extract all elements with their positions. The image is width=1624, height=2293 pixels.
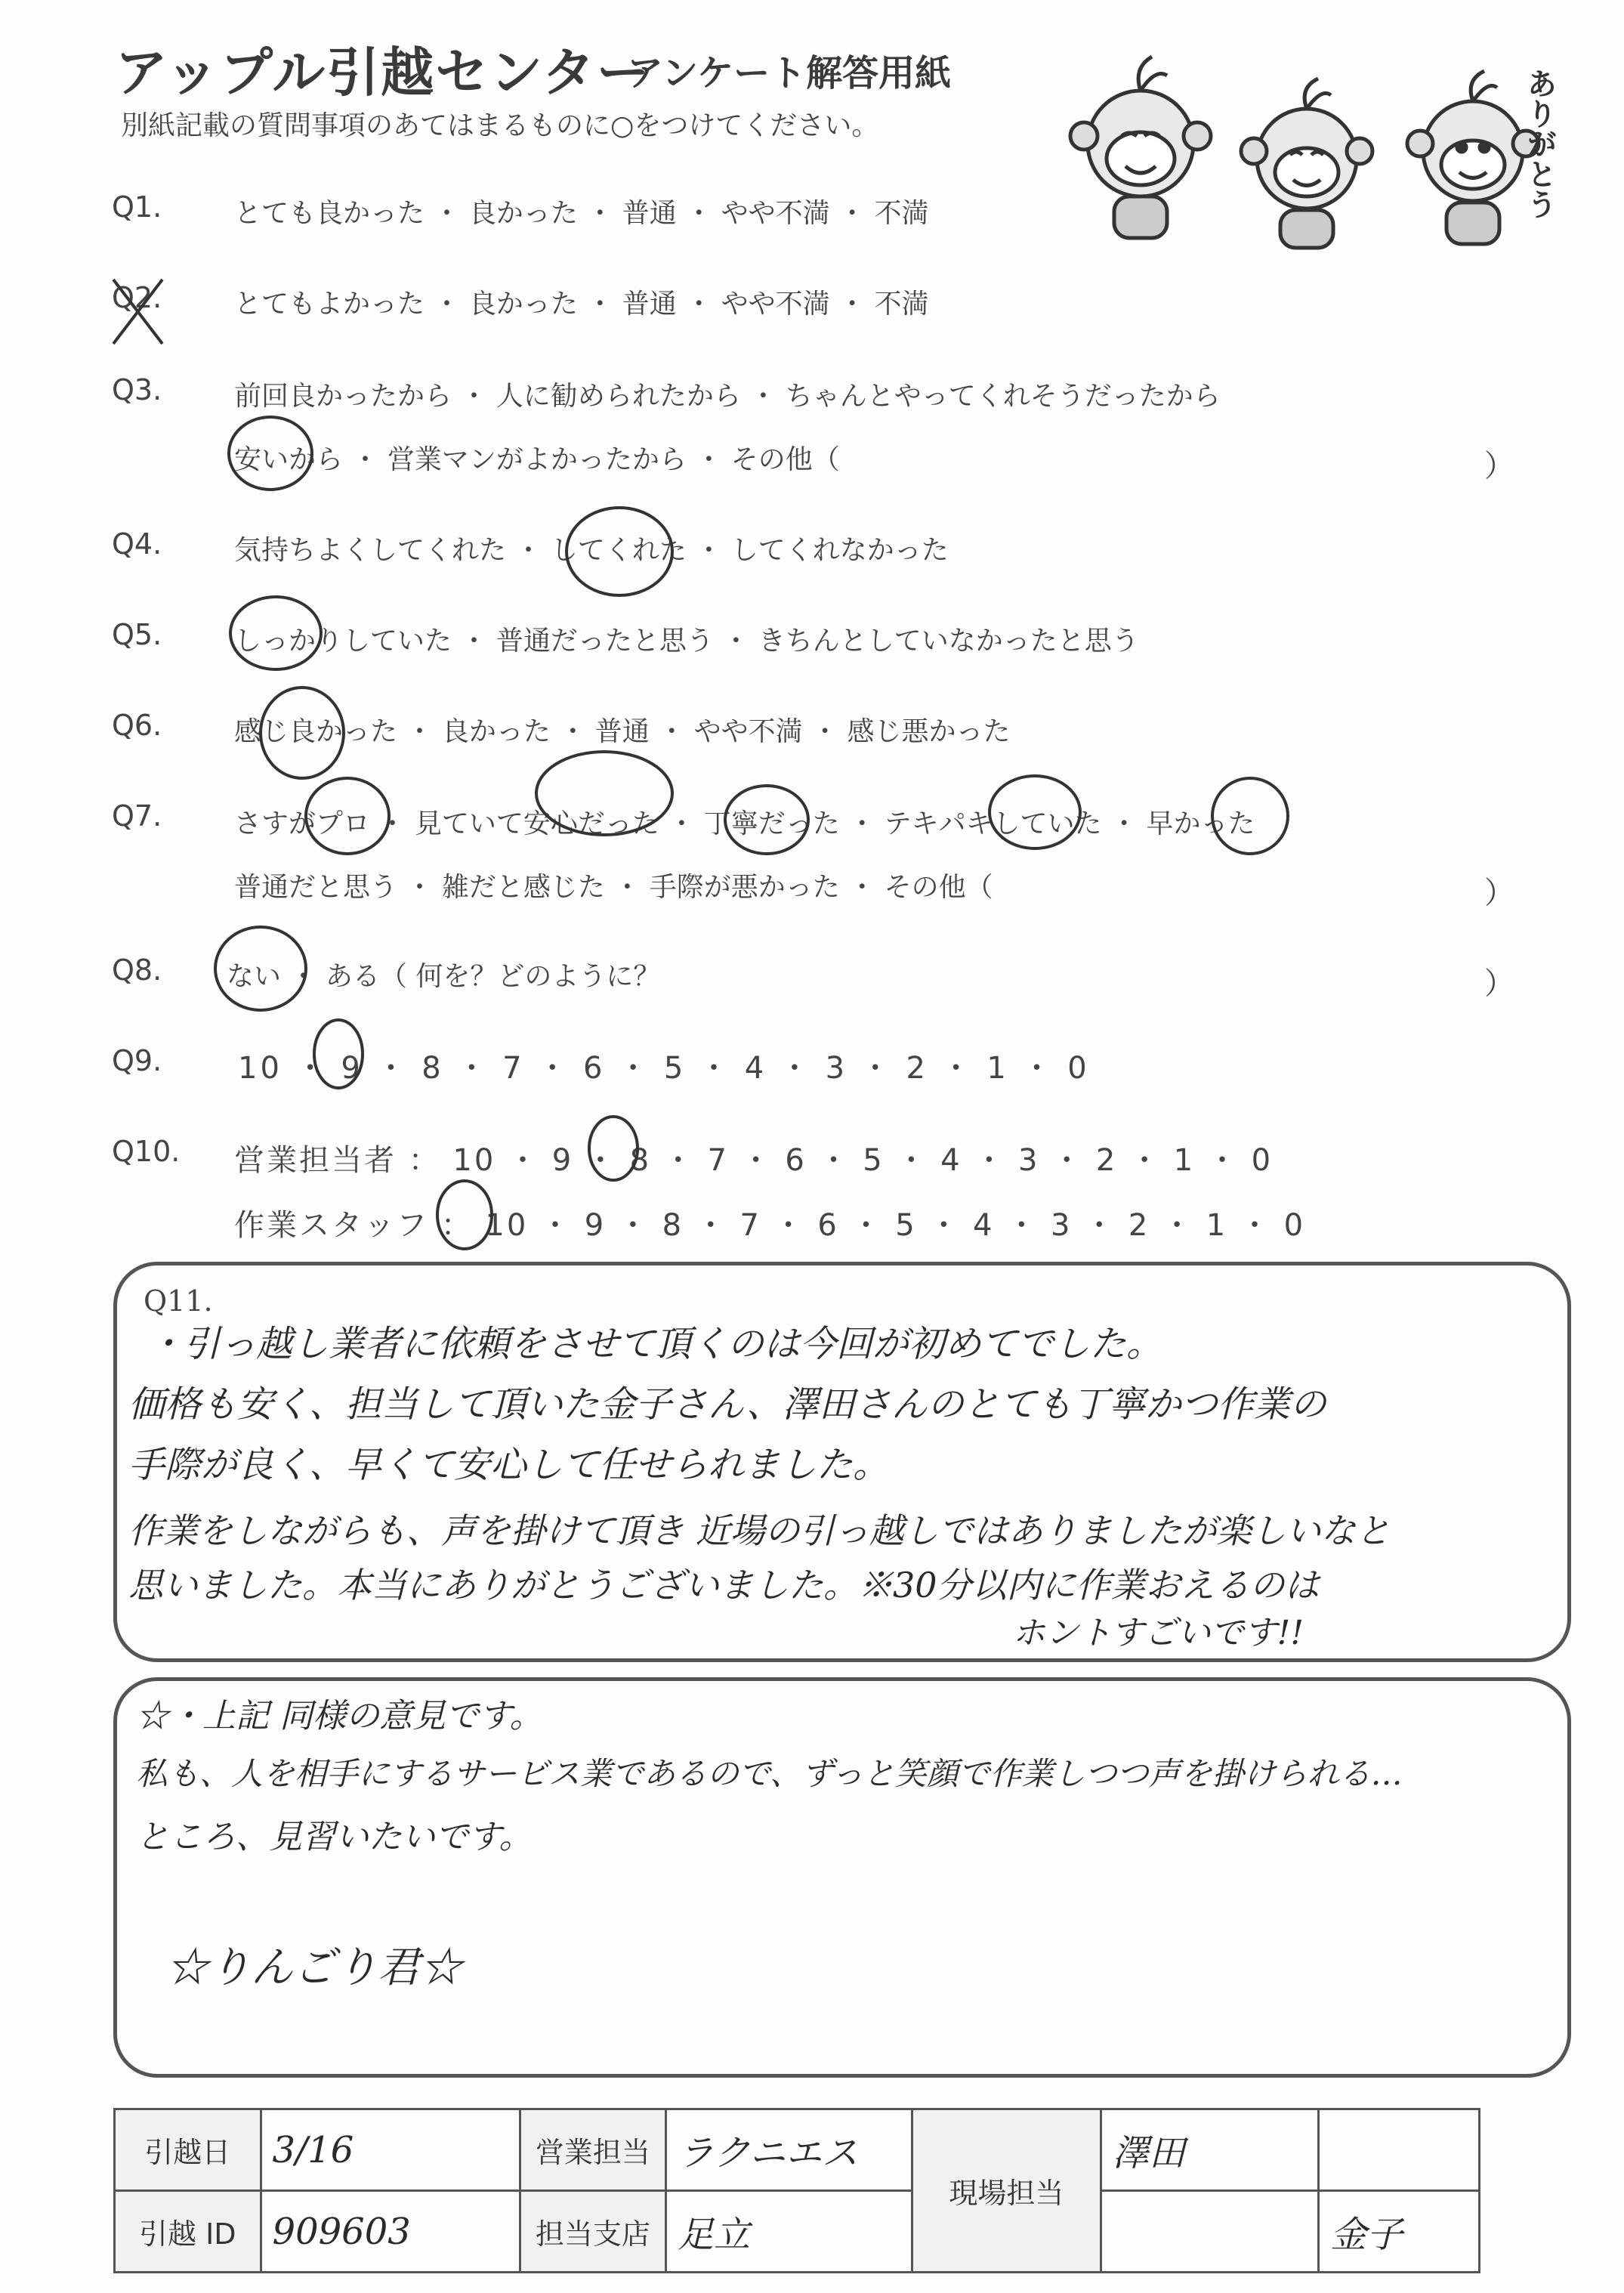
branch-label: 担当支店 [520, 2191, 665, 2273]
q3-circle-mark [229, 417, 312, 490]
q8-circle-mark [215, 927, 306, 1010]
q9-options: 10 ・ 9 ・ 8 ・ 7 ・ 6 ・ 5 ・ 4 ・ 3 ・ 2 ・ 1 ・ 0 [238, 1051, 1090, 1086]
q3-label: Q3. [112, 373, 162, 406]
site-staff-1-value: 澤田 [1101, 2109, 1318, 2191]
q7-circle-mark-4 [990, 776, 1080, 848]
q6-options: 感じ良かった ・ 良かった ・ 普通 ・ やや不満 ・ 感じ悪かった [234, 716, 1011, 747]
q11-line-3: 手際が良く、早くて安心して任せられました。 [128, 1444, 890, 1486]
q7-circle-mark-2 [536, 752, 672, 835]
q7-circle-mark-5 [1212, 778, 1288, 854]
site-staff-label: 現場担当 [912, 2109, 1101, 2273]
staff-comment-line-1: ☆・上記 同様の意見です。 [136, 1697, 543, 1735]
q7-close-paren: ） [1484, 876, 1514, 910]
move-id-label: 引越 ID [115, 2191, 261, 2273]
q4-circle-mark [567, 508, 672, 595]
staff-comment-line-3: ところ、見習いたいです。 [136, 1818, 533, 1856]
site-staff-2-value: 金子 [1319, 2191, 1480, 2273]
q7-label: Q7. [112, 799, 162, 833]
move-id-value: 909603 [261, 2191, 520, 2273]
empty-cell-top [1319, 2109, 1480, 2191]
footer-table [113, 2108, 1480, 2273]
q3-options-line1: 前回良かったから ・ 人に勧められたから ・ ちゃんとやってくれそうだったから [234, 381, 1221, 412]
q6-circle-mark [261, 688, 344, 778]
empty-cell-bottom [1101, 2191, 1318, 2273]
q10-sales-circle-mark [589, 1117, 638, 1180]
q2-options: とてもよかった ・ 良かった ・ 普通 ・ やや不満 ・ 不満 [234, 289, 929, 320]
q9-label: Q9. [112, 1044, 162, 1077]
q2-label: Q2. [112, 281, 162, 314]
q10-staff-circle-mark [437, 1181, 492, 1249]
q8-close-paren: ） [1484, 966, 1514, 1001]
q4-label: Q4. [112, 527, 162, 561]
form-subtitle: アンケート解答用紙 [627, 52, 952, 94]
q2-cross-mark [113, 280, 162, 344]
q11-label: Q11. [144, 1284, 213, 1318]
q7-options-line2: 普通だと思う ・ 雑だと感じた ・ 手際が悪かった ・ その他（ [234, 872, 993, 903]
q11-line-6: ホントすごいです!! [1012, 1614, 1304, 1652]
q10-label: Q10. [112, 1135, 181, 1168]
q11-line-4: 作業をしながらも、声を掛けて頂き 近場の引っ越しではありましたが楽しいなと [128, 1510, 1391, 1551]
q10-staff-options: 作業スタッフ ： 10 ・ 9 ・ 8 ・ 7 ・ 6 ・ 5 ・ 4 ・ 3 ・ 2 ・ 1 ・ 0 [234, 1208, 1306, 1243]
q1-label: Q1. [112, 190, 162, 224]
move-date-value: 3/16 [261, 2109, 520, 2191]
sales-label: 営業担当 [520, 2109, 665, 2191]
q3-options-line2: 安いから ・ 営業マンがよかったから ・ その他（ [234, 444, 840, 475]
sales-value: ラクニエス [666, 2109, 912, 2191]
q6-label: Q6. [112, 709, 162, 742]
q7-circle-mark-3 [725, 786, 808, 854]
instructions: 別紙記載の質問事項のあてはまるものに○をつけてください。 [121, 110, 879, 141]
form-title: アップル引越センター [115, 42, 651, 104]
q3-close-paren: ） [1484, 449, 1514, 484]
q9-circle-mark [314, 1020, 363, 1088]
move-date-label: 引越日 [115, 2109, 261, 2191]
q11-line-2: 価格も安く、担当して頂いた金子さん、澤田さんのとても丁寧かつ作業の [128, 1383, 1326, 1426]
q4-options: 気持ちよくしてくれた ・ してくれた ・ してくれなかった [234, 535, 949, 566]
q5-label: Q5. [112, 618, 162, 651]
q8-options: ない ・ ある（ 何を？どのように？ [227, 961, 661, 992]
staff-comment-line-2: 私も、人を相手にするサービス業であるので、ずっと笑顔で作業しつつ声を掛けられる… [136, 1755, 1403, 1792]
q10-sales-options: 営業担当者 ： 10 ・ 9 ・ 8 ・ 7 ・ 6 ・ 5 ・ 4 ・ 3 ・ 2 ・ 1 ・ 0 [234, 1143, 1274, 1178]
q8-label: Q8. [112, 953, 162, 987]
q11-line-1: ・引っ越し業者に依頼をさせて頂くのは今回が初めてでした。 [147, 1323, 1163, 1365]
arigatou-label: ありがとう [1522, 68, 1557, 219]
q5-options: しっかりしていた ・ 普通だったと思う ・ きちんとしていなかったと思う [234, 626, 1139, 657]
q11-line-5: 思いました。本当にありがとうございました。※30分以内に作業おえるのは [128, 1565, 1320, 1605]
q1-options: とても良かった ・ 良かった ・ 普通 ・ やや不満 ・ 不満 [234, 198, 929, 229]
q7-circle-mark-1 [306, 778, 389, 854]
staff-signature: ☆りんごり君☆ [166, 1943, 462, 1992]
branch-value: 足立 [666, 2191, 912, 2273]
q5-circle-mark [230, 597, 321, 669]
q7-options-line1: さすがプロ ・ 見ていて安心だった ・ 丁寧だった ・ テキパキしていた ・ 早かった [234, 808, 1255, 839]
staff-comment-box [113, 1677, 1571, 2078]
